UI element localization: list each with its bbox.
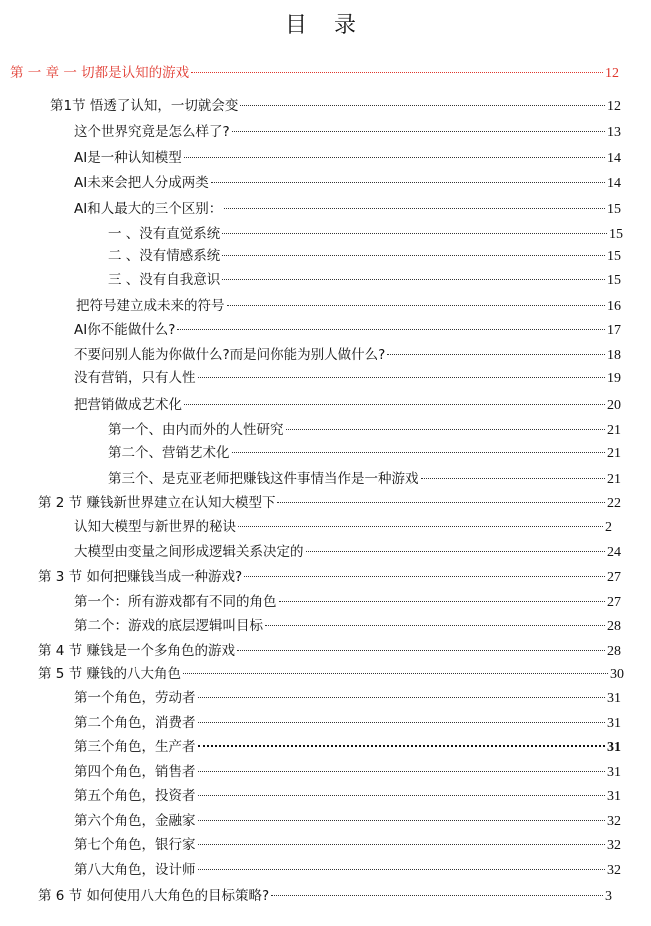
dot-leader <box>286 429 606 430</box>
toc-entry-text: 这个世界究竟是怎么样了? <box>74 124 230 140</box>
toc-entry[interactable] <box>74 834 621 856</box>
toc-page-number: 28 <box>607 619 621 634</box>
toc-entry-section[interactable] <box>38 492 621 514</box>
toc-page-number: 15 <box>607 249 621 264</box>
dot-leader <box>240 105 605 106</box>
toc-entry-text: 第二个：游戏的底层逻辑叫目标 <box>74 618 263 634</box>
toc-entry-section[interactable] <box>38 566 621 588</box>
toc-entry[interactable] <box>74 712 621 734</box>
toc-page-number: 15 <box>607 273 621 288</box>
toc-page-number: 32 <box>607 838 621 853</box>
toc-entry-text: AI和人最大的三个区别： <box>74 201 223 217</box>
toc-entry[interactable] <box>74 615 621 637</box>
toc-entry-text: 第三个角色，生产者 <box>74 739 196 755</box>
toc-entry-text: 第二个角色，消费者 <box>74 715 196 731</box>
toc-entry-text: 二 、没有情感系统 <box>108 248 221 264</box>
toc-entry-text: 把营销做成艺术化 <box>74 397 182 413</box>
toc-entry[interactable] <box>108 442 621 464</box>
toc-entry[interactable] <box>74 198 621 220</box>
dot-leader <box>198 745 606 747</box>
toc-entry-text: 第 3 节 如何把赚钱当成一种游戏? <box>38 569 243 585</box>
toc-page-number: 31 <box>607 789 621 804</box>
toc-entry-text: 第一个：所有游戏都有不同的角色 <box>74 594 277 610</box>
toc-page-number: 17 <box>607 323 621 338</box>
toc-entry-text: 第七个角色，银行家 <box>74 837 196 853</box>
dot-leader <box>421 478 606 479</box>
dot-leader <box>232 131 605 132</box>
toc-page-number: 32 <box>607 863 621 878</box>
toc-entry-text: 第一个、由内而外的人性研究 <box>108 422 284 438</box>
dot-leader <box>198 771 606 772</box>
toc-entry[interactable] <box>74 761 621 783</box>
toc-page-number: 21 <box>607 446 621 461</box>
dot-leader <box>279 601 606 602</box>
dot-leader <box>244 576 605 577</box>
toc-page-number: 21 <box>607 423 621 438</box>
dot-leader <box>277 502 605 503</box>
toc-entry[interactable] <box>74 121 621 143</box>
toc-page-number: 12 <box>607 99 621 114</box>
toc-page-number: 31 <box>607 765 621 780</box>
dot-leader <box>265 625 605 626</box>
toc-entry-text: 第六个角色，金融家 <box>74 813 196 829</box>
toc-page-number: 27 <box>607 570 621 585</box>
dot-leader <box>184 157 605 158</box>
toc-page-number: 18 <box>607 348 621 363</box>
toc-page-number: 15 <box>609 227 623 242</box>
toc-page-number: 15 <box>607 202 621 217</box>
toc-entry-text: 第 6 节 如何使用八大角色的目标策略? <box>38 888 270 904</box>
toc-entry[interactable] <box>74 591 621 613</box>
toc-entry-section[interactable] <box>50 95 621 117</box>
toc-entry-text: 大模型由变量之间形成逻辑关系决定的 <box>74 544 304 560</box>
toc-entry-section[interactable] <box>38 885 612 907</box>
dot-leader <box>198 869 606 870</box>
toc-entry-text: 认知大模型与新世界的秘诀 <box>74 519 236 535</box>
toc-entry[interactable] <box>74 516 612 538</box>
toc-entry-text: 第1节 悟透了认知，一切就会变 <box>50 98 239 114</box>
toc-entry[interactable] <box>74 172 621 194</box>
dot-leader <box>387 354 605 355</box>
dot-leader <box>198 820 606 821</box>
dot-leader <box>198 844 606 845</box>
toc-entry[interactable] <box>74 541 621 563</box>
dot-leader <box>271 895 603 896</box>
toc-entry[interactable] <box>74 736 621 758</box>
toc-entry[interactable] <box>74 785 621 807</box>
toc-page-number: 13 <box>607 125 621 140</box>
toc-page-number: 31 <box>607 716 621 731</box>
dot-leader <box>224 208 605 209</box>
toc-entry[interactable] <box>108 269 621 291</box>
dot-leader <box>198 795 606 796</box>
toc-entry-text: 第三个、是克亚老师把赚钱这件事情当作是一种游戏 <box>108 471 419 487</box>
dot-leader <box>222 233 607 234</box>
toc-page-number: 22 <box>607 496 621 511</box>
toc-page-number: 14 <box>607 151 621 166</box>
toc-entry[interactable] <box>108 419 621 441</box>
dot-leader <box>306 551 606 552</box>
dot-leader <box>211 182 605 183</box>
toc-entry[interactable] <box>74 810 621 832</box>
toc-entry-text: 第八大角色，设计师 <box>74 862 196 878</box>
toc-entry[interactable] <box>74 367 621 389</box>
toc-entry-text: 没有营销，只有人性 <box>74 370 196 386</box>
toc-entry-text: 第五个角色，投资者 <box>74 788 196 804</box>
dot-leader <box>191 72 603 73</box>
toc-page-number: 20 <box>607 398 621 413</box>
dot-leader <box>177 329 605 330</box>
dot-leader <box>222 255 605 256</box>
toc-entry-section[interactable] <box>38 640 621 662</box>
toc-page-number: 19 <box>607 371 621 386</box>
toc-entry-text: AI是一种认知模型 <box>74 150 182 166</box>
dot-leader <box>237 650 605 651</box>
dot-leader <box>232 452 606 453</box>
toc-entry[interactable] <box>74 344 621 366</box>
toc-page-number: 24 <box>607 545 621 560</box>
dot-leader <box>198 722 606 723</box>
toc-entry-text: 一 、没有直觉系统 <box>108 226 221 242</box>
toc-entry-section[interactable] <box>38 663 624 685</box>
toc-entry[interactable] <box>74 394 621 416</box>
toc-entry-text: 三 、没有自我意识 <box>108 272 221 288</box>
toc-page-number: 3 <box>605 889 612 904</box>
toc-page-number: 27 <box>607 595 621 610</box>
toc-entry-text: 把符号建立成未来的符号 <box>76 298 225 314</box>
toc-entry-text: 第一个角色，劳动者 <box>74 690 196 706</box>
toc-entry[interactable] <box>74 147 621 169</box>
toc-entry-text: 第二个、营销艺术化 <box>108 445 230 461</box>
toc-page-number: 16 <box>607 299 621 314</box>
toc-page-number: 21 <box>607 472 621 487</box>
dot-leader <box>238 526 603 527</box>
toc-page-number: 32 <box>607 814 621 829</box>
toc-page-number: 31 <box>607 740 621 755</box>
toc-page-number: 31 <box>607 691 621 706</box>
toc-entry[interactable] <box>108 468 621 490</box>
toc-page-number: 28 <box>607 644 621 659</box>
toc-page-number: 30 <box>610 667 624 682</box>
toc-entry-text: 第 2 节 赚钱新世界建立在认知大模型下 <box>38 495 276 511</box>
toc-page-number: 12 <box>605 66 619 81</box>
toc-entry[interactable] <box>74 687 621 709</box>
dot-leader <box>183 673 608 674</box>
toc-entry[interactable] <box>74 859 621 881</box>
dot-leader <box>222 279 605 280</box>
toc-entry[interactable] <box>108 245 621 267</box>
dot-leader <box>198 377 606 378</box>
toc-entry[interactable] <box>74 319 621 341</box>
toc-entry-chapter-1[interactable] <box>10 62 619 84</box>
toc-entry[interactable] <box>108 223 623 245</box>
toc-entry-text: 第四个角色，销售者 <box>74 764 196 780</box>
toc-page-number: 2 <box>605 520 612 535</box>
dot-leader <box>198 697 606 698</box>
toc-page-number: 14 <box>607 176 621 191</box>
toc-entry-text: 第 4 节 赚钱是一个多角色的游戏 <box>38 643 235 659</box>
toc-entry-text: 第 一 章 一 切都是认知的游戏 <box>10 65 190 81</box>
toc-entry-text: 不要问别人能为你做什么?而是问你能为别人做什么? <box>74 347 386 363</box>
toc-entry-text: 第 5 节 赚钱的八大角色 <box>38 666 181 682</box>
dot-leader <box>227 305 606 306</box>
dot-leader <box>184 404 605 405</box>
toc-entry[interactable] <box>76 295 621 317</box>
toc-entry-text: AI你不能做什么? <box>74 322 176 338</box>
toc-entry-text: AI未来会把人分成两类 <box>74 175 209 191</box>
page-title: 目 录 <box>285 13 366 38</box>
